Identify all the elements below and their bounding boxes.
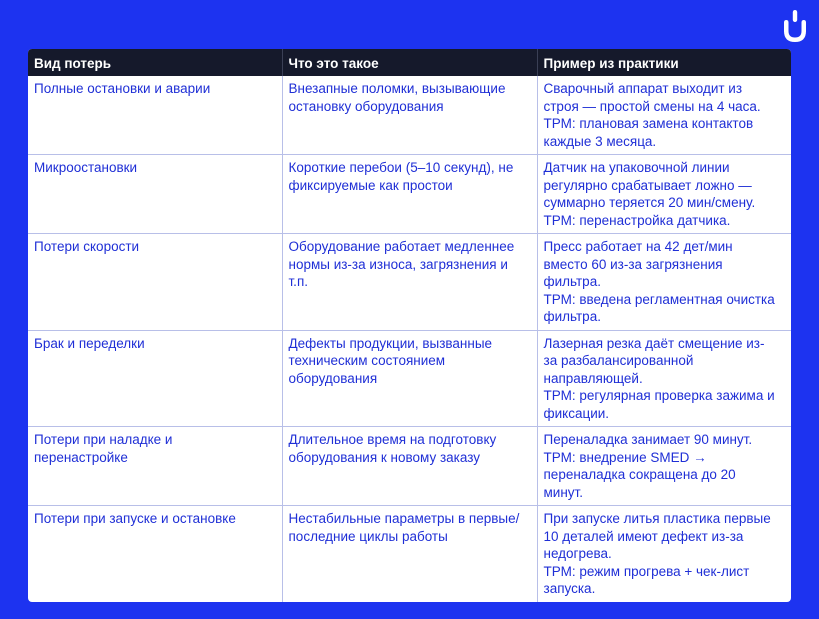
table-row: [28, 506, 791, 602]
cell-text-line: недогрева.: [543, 546, 612, 561]
cell-what-is-it: [282, 427, 537, 506]
cell-text-line: техническим состоянием: [288, 353, 446, 368]
cell-what-is-it: [282, 330, 537, 427]
cell-text-line: ТРМ: режим прогрева + чек-лист: [543, 563, 750, 579]
header-what-is-it: Что это такое: [282, 49, 537, 76]
cell-example: [537, 234, 791, 331]
cell-text-line: Брак и переделки: [34, 335, 145, 351]
cell-text-line: каждые 3 месяца.: [543, 133, 657, 149]
cell-text-line: ТРМ: перенастройка датчика.: [543, 212, 731, 228]
cell-text-line: запуска.: [543, 581, 596, 596]
cell-loss-type: [28, 427, 282, 506]
cell-text-line: Внезапные поломки, вызывающие: [288, 81, 506, 96]
cell-what-is-it: [282, 76, 537, 155]
cell-text-line: последние циклы работы: [288, 528, 448, 544]
loss-types-table: [28, 49, 791, 602]
cell-text-line: Нестабильные параметры в первые/: [288, 511, 520, 526]
cell-text-line: Потери скорости: [34, 239, 140, 254]
cell-text-line: вместо 60 из-за загрязнения: [543, 256, 723, 272]
cell-loss-type: [28, 76, 282, 155]
cell-text-line: суммарно теряется 20 мин/смену.: [543, 195, 756, 210]
cell-what-is-it: [282, 234, 537, 331]
table-row: [28, 427, 791, 506]
table: [28, 49, 791, 602]
cell-example: [537, 155, 791, 234]
cell-text-line: Переналадка занимает 90 минут.: [543, 432, 753, 447]
cell-text-line: нормы из-за износа, загрязнения и: [288, 256, 508, 272]
cell-text-line: оборудования: [288, 370, 378, 386]
cell-text-line: Потери при наладке и: [34, 432, 173, 447]
cell-text-line: Микроостановки: [34, 160, 138, 175]
cell-what-is-it: [282, 506, 537, 602]
cell-text-line: направляющей.: [543, 370, 643, 386]
cell-text-line: Оборудование работает медленнее: [288, 239, 515, 254]
cell-text-line: строя — простой смены на 4 часа.: [543, 98, 761, 114]
header-example: Пример из практики: [537, 49, 791, 76]
table-body: [28, 76, 791, 602]
cell-text-line: Дефекты продукции, вызванные: [288, 335, 493, 351]
cell-text-line: Длительное время на подготовку: [288, 432, 497, 447]
cell-text-line: остановку оборудования: [288, 98, 444, 114]
cell-text-line: перенастройке: [34, 449, 128, 465]
table-row: [28, 234, 791, 331]
cell-text-line: минут.: [543, 484, 583, 500]
cell-text-line: т.п.: [288, 274, 308, 289]
cell-text-line: фиксируемые как простои: [288, 177, 453, 193]
cell-text-line: ТРМ: регулярная проверка зажима и: [543, 388, 775, 403]
hand-u-logo-icon: [782, 8, 808, 44]
cell-text-line: фильтра.: [543, 274, 601, 289]
cell-text-line: за разбалансированной: [543, 353, 694, 368]
cell-text-line: 10 деталей имеют дефект из-за: [543, 528, 744, 544]
table-row: [28, 76, 791, 155]
table-header-row: [28, 49, 791, 76]
cell-loss-type: [28, 330, 282, 427]
cell-text-line: Короткие перебои (5–10 секунд), не: [288, 160, 514, 175]
cell-text-line: При запуске литья пластика первые: [543, 511, 771, 526]
cell-text-line: Полные остановки и аварии: [34, 81, 211, 96]
cell-text-line: фиксации.: [543, 405, 610, 421]
header-loss-type: Вид потерь: [28, 49, 282, 76]
cell-text-line: Сварочный аппарат выходит из: [543, 81, 743, 96]
table-row: [28, 155, 791, 234]
cell-text-line: Лазерная резка даёт смещение из-: [543, 335, 765, 351]
cell-text-line: Датчик на упаковочной линии: [543, 160, 730, 175]
cell-loss-type: [28, 506, 282, 602]
cell-loss-type: [28, 155, 282, 234]
table-row: [28, 330, 791, 427]
cell-example: [537, 506, 791, 602]
cell-text-line: Потери при запуске и остановке: [34, 511, 236, 526]
cell-text-line: Пресс работает на 42 дет/мин: [543, 239, 733, 254]
cell-example: [537, 427, 791, 506]
cell-text-line: фильтра.: [543, 309, 601, 324]
cell-example: [537, 76, 791, 155]
cell-example: [537, 330, 791, 427]
cell-text-line: ТРМ: введена регламентная очистка: [543, 291, 775, 307]
cell-text-line: ТРМ: плановая замена контактов: [543, 116, 754, 131]
cell-text-line: регулярно срабатывает ложно —: [543, 177, 752, 193]
cell-text-line: оборудования к новому заказу: [288, 449, 481, 465]
cell-what-is-it: [282, 155, 537, 234]
cell-text-line: переналадка сокращена до 20: [543, 467, 736, 482]
cell-text-line: ТРМ: внедрение SMED →: [543, 449, 707, 465]
cell-loss-type: [28, 234, 282, 331]
